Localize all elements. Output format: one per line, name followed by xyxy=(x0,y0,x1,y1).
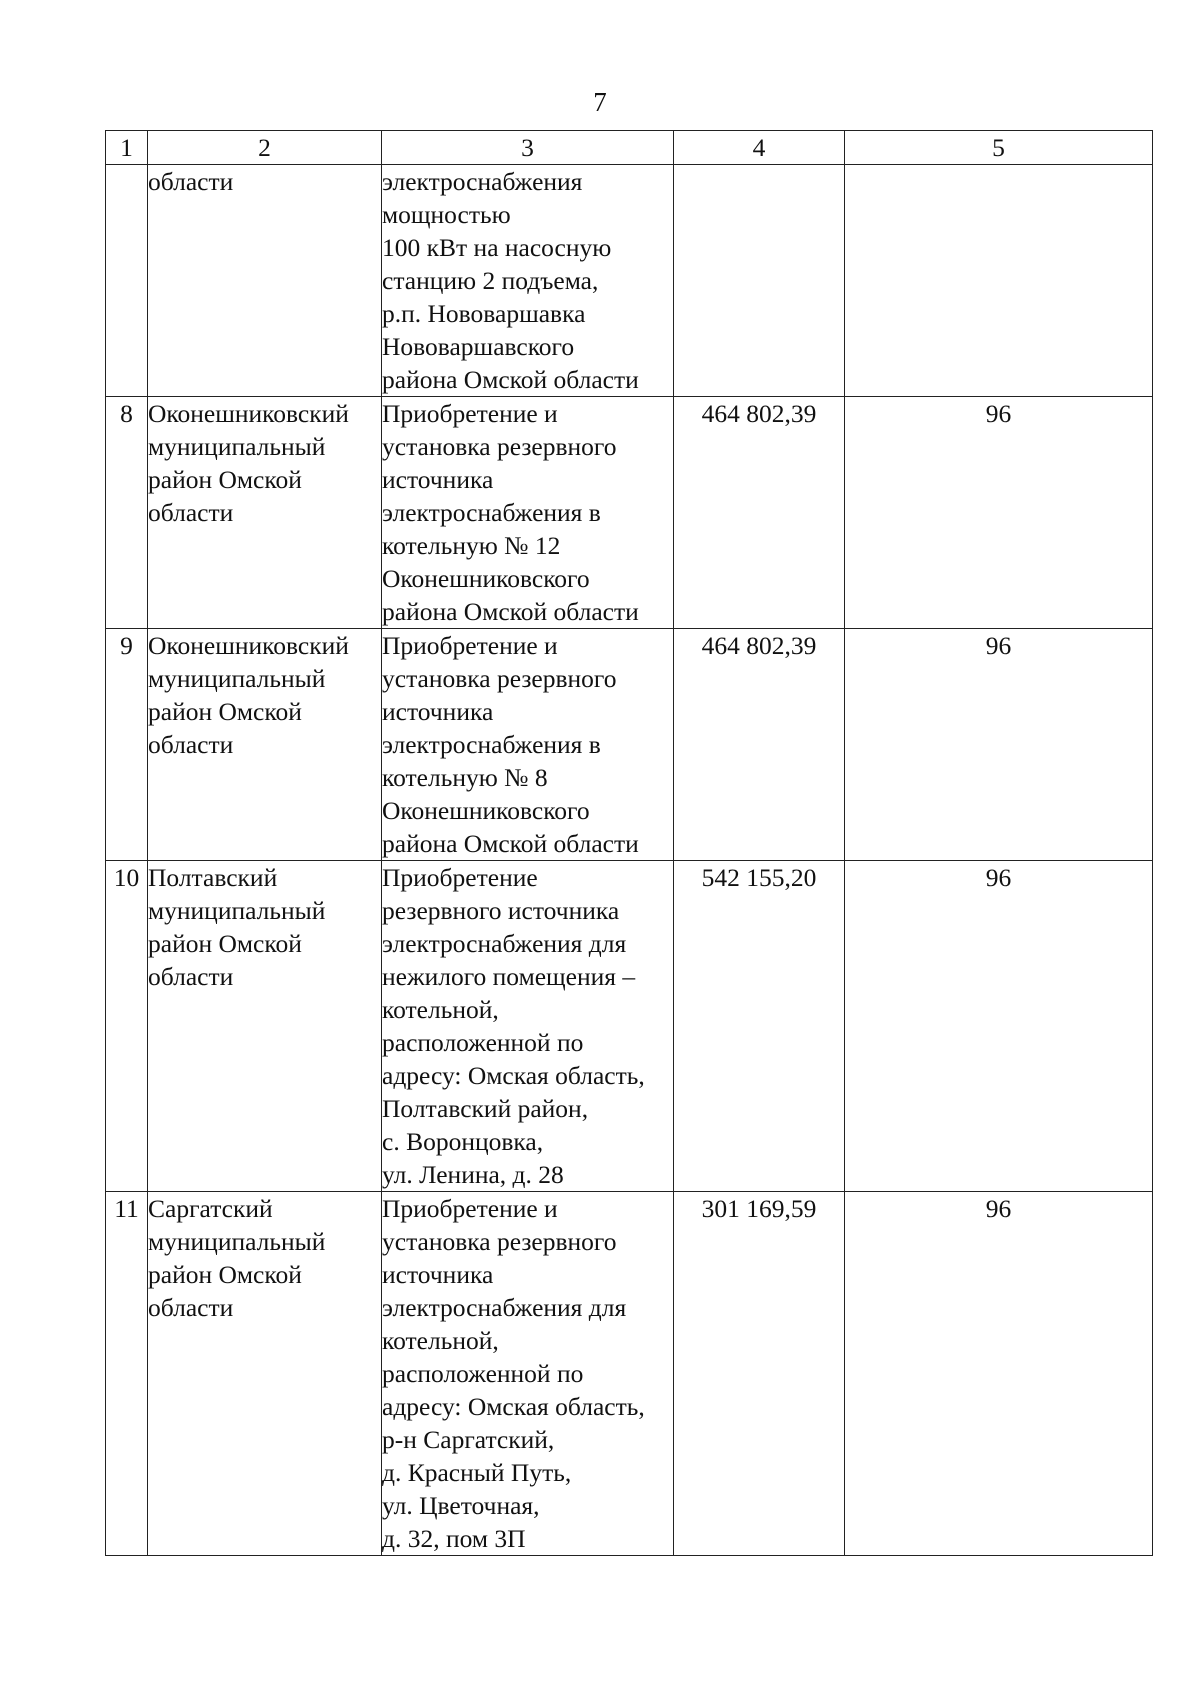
row-number-cell: 11 xyxy=(106,1192,148,1556)
municipality-cell xyxy=(148,397,382,629)
table-row xyxy=(106,1192,1153,1556)
amount-cell xyxy=(674,165,845,397)
municipality-line: области xyxy=(148,962,234,991)
percent-cell: 96 xyxy=(845,629,1153,861)
municipality-line: Саргатский xyxy=(148,1194,273,1223)
description-line: р.п. Нововаршавка xyxy=(382,299,586,328)
percent-cell xyxy=(845,165,1153,397)
description-line: Оконешниковского xyxy=(382,796,590,825)
amount-cell: 464 802,39 xyxy=(674,629,845,861)
row-number-cell: 10 xyxy=(106,861,148,1192)
description-line: адресу: Омская область, xyxy=(382,1392,645,1421)
header-cell-col-4: 4 xyxy=(674,131,845,165)
municipality-cell xyxy=(148,1192,382,1556)
header-row xyxy=(106,131,1153,165)
page-number: 7 xyxy=(593,87,607,117)
municipality-line: муниципальный xyxy=(148,432,326,461)
table-row xyxy=(106,861,1153,1192)
description-line: расположенной по xyxy=(382,1028,584,1057)
description-line: Приобретение xyxy=(382,863,538,892)
description-line: электроснабжения для xyxy=(382,1293,627,1322)
description-line: ул. Ленина, д. 28 xyxy=(382,1160,564,1189)
header-cell-col-5: 5 xyxy=(845,131,1153,165)
description-line: станцию 2 подъема, xyxy=(382,266,599,295)
table-body xyxy=(106,165,1153,1556)
description-line: электроснабжения для xyxy=(382,929,627,958)
description-cell xyxy=(382,1192,674,1556)
description-cell xyxy=(382,629,674,861)
municipality-line: области xyxy=(148,167,234,196)
description-line: нежилого помещения – xyxy=(382,962,636,991)
municipality-line: области xyxy=(148,1293,234,1322)
municipality-line: Оконешниковский xyxy=(148,399,349,428)
description-line: установка резервного xyxy=(382,432,617,461)
row-number-cell: 8 xyxy=(106,397,148,629)
municipality-line: муниципальный xyxy=(148,664,326,693)
description-line: с. Воронцовка, xyxy=(382,1127,544,1156)
municipality-line: муниципальный xyxy=(148,896,326,925)
description-line: электроснабжения в xyxy=(382,730,601,759)
description-line: д. Красный Путь, xyxy=(382,1458,572,1487)
percent-cell: 96 xyxy=(845,1192,1153,1556)
description-line: расположенной по xyxy=(382,1359,584,1388)
description-line: 100 кВт на насосную xyxy=(382,233,612,262)
percent-cell: 96 xyxy=(845,861,1153,1192)
description-line: электроснабжения xyxy=(382,167,583,196)
description-line: источника xyxy=(382,465,494,494)
description-line: котельной, xyxy=(382,1326,499,1355)
description-line: Приобретение и xyxy=(382,1194,558,1223)
table-row xyxy=(106,397,1153,629)
municipality-line: район Омской xyxy=(148,697,302,726)
description-line: источника xyxy=(382,1260,494,1289)
municipality-line: район Омской xyxy=(148,929,302,958)
description-cell xyxy=(382,397,674,629)
municipality-line: области xyxy=(148,730,234,759)
description-line: котельную № 8 xyxy=(382,763,548,792)
municipality-line: район Омской xyxy=(148,1260,302,1289)
municipality-line: муниципальный xyxy=(148,1227,326,1256)
description-cell xyxy=(382,165,674,397)
description-line: д. 32, пом 3П xyxy=(382,1524,526,1553)
description-line: Нововаршавского xyxy=(382,332,575,361)
amount-cell: 301 169,59 xyxy=(674,1192,845,1556)
description-line: ул. Цветочная, xyxy=(382,1491,540,1520)
description-line: района Омской области xyxy=(382,365,639,394)
description-line: котельной, xyxy=(382,995,499,1024)
percent-cell: 96 xyxy=(845,397,1153,629)
description-line: установка резервного xyxy=(382,1227,617,1256)
municipality-line: Полтавский xyxy=(148,863,278,892)
description-line: электроснабжения в xyxy=(382,498,601,527)
row-number-cell: 9 xyxy=(106,629,148,861)
description-line: установка резервного xyxy=(382,664,617,693)
municipality-cell xyxy=(148,165,382,397)
municipality-cell xyxy=(148,629,382,861)
header-cell-col-2: 2 xyxy=(148,131,382,165)
description-line: мощностью xyxy=(382,200,511,229)
amount-cell: 464 802,39 xyxy=(674,397,845,629)
description-line: адресу: Омская область, xyxy=(382,1061,645,1090)
description-line: р-н Саргатский, xyxy=(382,1425,555,1454)
row-number-cell xyxy=(106,165,148,397)
description-line: Полтавский район, xyxy=(382,1094,589,1123)
description-line: котельную № 12 xyxy=(382,531,561,560)
table-row xyxy=(106,165,1153,397)
municipality-cell xyxy=(148,861,382,1192)
header-cell-col-1: 1 xyxy=(106,131,148,165)
description-line: резервного источника xyxy=(382,896,620,925)
data-table xyxy=(105,130,1153,1556)
header-cell-col-3: 3 xyxy=(382,131,674,165)
table-header xyxy=(106,131,1153,165)
description-cell xyxy=(382,861,674,1192)
municipality-line: Оконешниковский xyxy=(148,631,349,660)
amount-cell: 542 155,20 xyxy=(674,861,845,1192)
municipality-line: области xyxy=(148,498,234,527)
municipality-line: район Омской xyxy=(148,465,302,494)
table-row xyxy=(106,629,1153,861)
description-line: Оконешниковского xyxy=(382,564,590,593)
description-line: района Омской области xyxy=(382,829,639,858)
description-line: Приобретение и xyxy=(382,399,558,428)
description-line: Приобретение и xyxy=(382,631,558,660)
description-line: района Омской области xyxy=(382,597,639,626)
description-line: источника xyxy=(382,697,494,726)
